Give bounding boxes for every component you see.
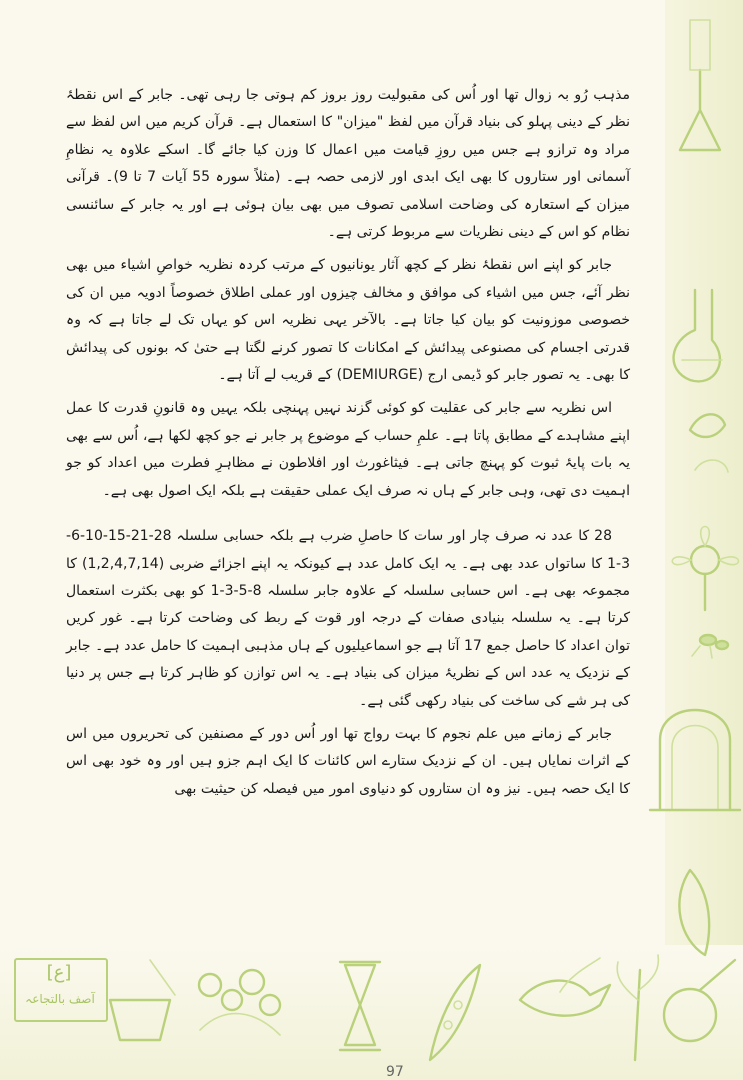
body-text — [66, 82, 630, 809]
paragraph-rationality: اس نظریہ سے جابر کی عقلیت کو کوئی گزند نہیں پہنچی بلکہ یہیں وہ قانونِ قدرت کا عمل اپنے مشاہدے کے مطابق پاتا ہے۔ علمِ حساب کے موضوع پر جابر نے جو کچھ لکھا ہے، اُس سے بھی یہ بات پایۂ ثبوت کو پہنچ جاتی ہے۔ فیثاغورث اور افلاطون نے مظاہرِ فطرت میں اعداد کو جو اہمیت دی تھی، وہی جابر کے ہاں نہ صرف ایک عملی حقیقت ہے بلکہ ایک اصول بھی ہے۔ — [66, 400, 630, 499]
paragraph-properties-of-things: جابر کو اپنے اس نقطۂ نظر کے کچھ آثار یونانیوں کے مرتب کردہ نظریہ خواصِ اشیاء میں بھی نظر آئے، جس میں اشیاء کی موافق و مخالف چیزوں اور عملی اطلاق خصوصاً ادویہ میں ان کی خصوصی موزونیت کو بیان کیا جاتا ہے۔ بالآخر یہی نظریہ اس کو یہاں تک لے جاتا ہے کہ وہ قدرتی اجسام کی مصنوعی پیدائش کے امکانات کا تصور کرنے لگتا ہے حتیٰ کہ بونوں کی پیدائش کا بھی۔ یہ تصور جابر کو ڈیمی ارج (DEMIURGE) کے قریب لے آتا ہے۔ — [66, 257, 630, 384]
plant-sprig-icon — [617, 955, 658, 1060]
paragraph-astrology: جابر کے زمانے میں علم نجوم کا بہت رواج تھا اور اُس دور کے مصنفین کی تحریروں میں اس کے اثرات نمایاں ہیں۔ ان کے نزدیک ستارے اس کائنات کا ایک اہم جزو ہیں اور وہ خود بھی اس کا ایک حصہ ہیں۔ نیز وہ ان ستاروں کو دنیاوی امور میں فیصلہ کن حیثیت بھی — [66, 725, 630, 797]
publisher-logo-text: آصف بالتجاعہ — [25, 992, 95, 1006]
ant-icon — [692, 635, 728, 658]
publisher-logo-glyph: [ع] — [46, 962, 72, 983]
bird-icon — [520, 958, 610, 1016]
retort-icon — [664, 960, 735, 1041]
berries-icon — [199, 970, 280, 1035]
flask-icon — [680, 20, 720, 150]
pea-pod-icon — [430, 965, 480, 1060]
paragraph-number-28: 28 کا عدد نہ صرف چار اور سات کا حاصلِ ضرب ہے بلکہ حسابی سلسلہ 28-21-15-10-6-3-1 کا ساتواں عدد بھی ہے۔ یہ ایک کامل عدد ہے کیونکہ یہ اپنے اجزائے ضربی (1,2,4,7,14) کا مجموعہ بھی ہے۔ اس حسابی سلسلہ کے علاوہ جابر سلسلہ 8-5-3-1 کو بھی بکثرت استعمال کرتا ہے۔ یہ سلسلہ بنیادی صفات کے درجہ اور قوت کے ربط کی وضاحت کرتا ہے۔ غور کریں توان اعداد کا حاصل جمع 17 آتا ہے جو اسماعیلیوں کے ہاں مذہبی اہمیت کا حامل عدد ہے۔ جابر کے نزدیک یہ عدد اس کے نظریۂ میزان کی بنیاد ہے۔ یہ اس توازن کو ظاہر کرتا ہے جس پر دنیا کی ہر شے کی ساخت کی بنیاد رکھی گئی ہے۔ — [66, 528, 631, 709]
archway-icon — [650, 710, 740, 810]
page-number: 97 — [386, 1064, 404, 1080]
flower-icon — [672, 527, 738, 611]
distillation-flask-icon — [674, 290, 722, 381]
leaf-icon — [690, 414, 728, 472]
cucumber-icon — [679, 870, 709, 955]
paragraph-mizan-quran: مذہب رُو بہ زوال تھا اور اُس کی مقبولیت روز بروز کم ہوتی جا رہی تھی۔ جابر کے اس نقطۂ نظر کے دینی پہلو کی بنیاد قرآن میں لفظ "میزان" کا استعمال ہے۔ قرآن کریم میں اس لفظ سے مراد وہ ترازو ہے جس میں روزِ قیامت میں اعمال کا وزن کیا جائے گا۔ اسکے علاوہ یہ نظامِ آسمانی اور ستاروں کا بھی ایک ابدی اور لازمی حصہ ہے۔ (مثلاً سورہ 55 آیات 7 تا 9)۔ قرآنی میزان کے استعارہ کی وضاحت اسلامی تصوف میں بھی بیان ہوئی ہے اور یہ جابر کے سائنسی نظام کو اس کے دینی نظریات سے مربوط کرتی ہے۔ — [66, 87, 631, 241]
hourglass-icon — [340, 962, 380, 1050]
mortar-icon — [110, 960, 175, 1040]
